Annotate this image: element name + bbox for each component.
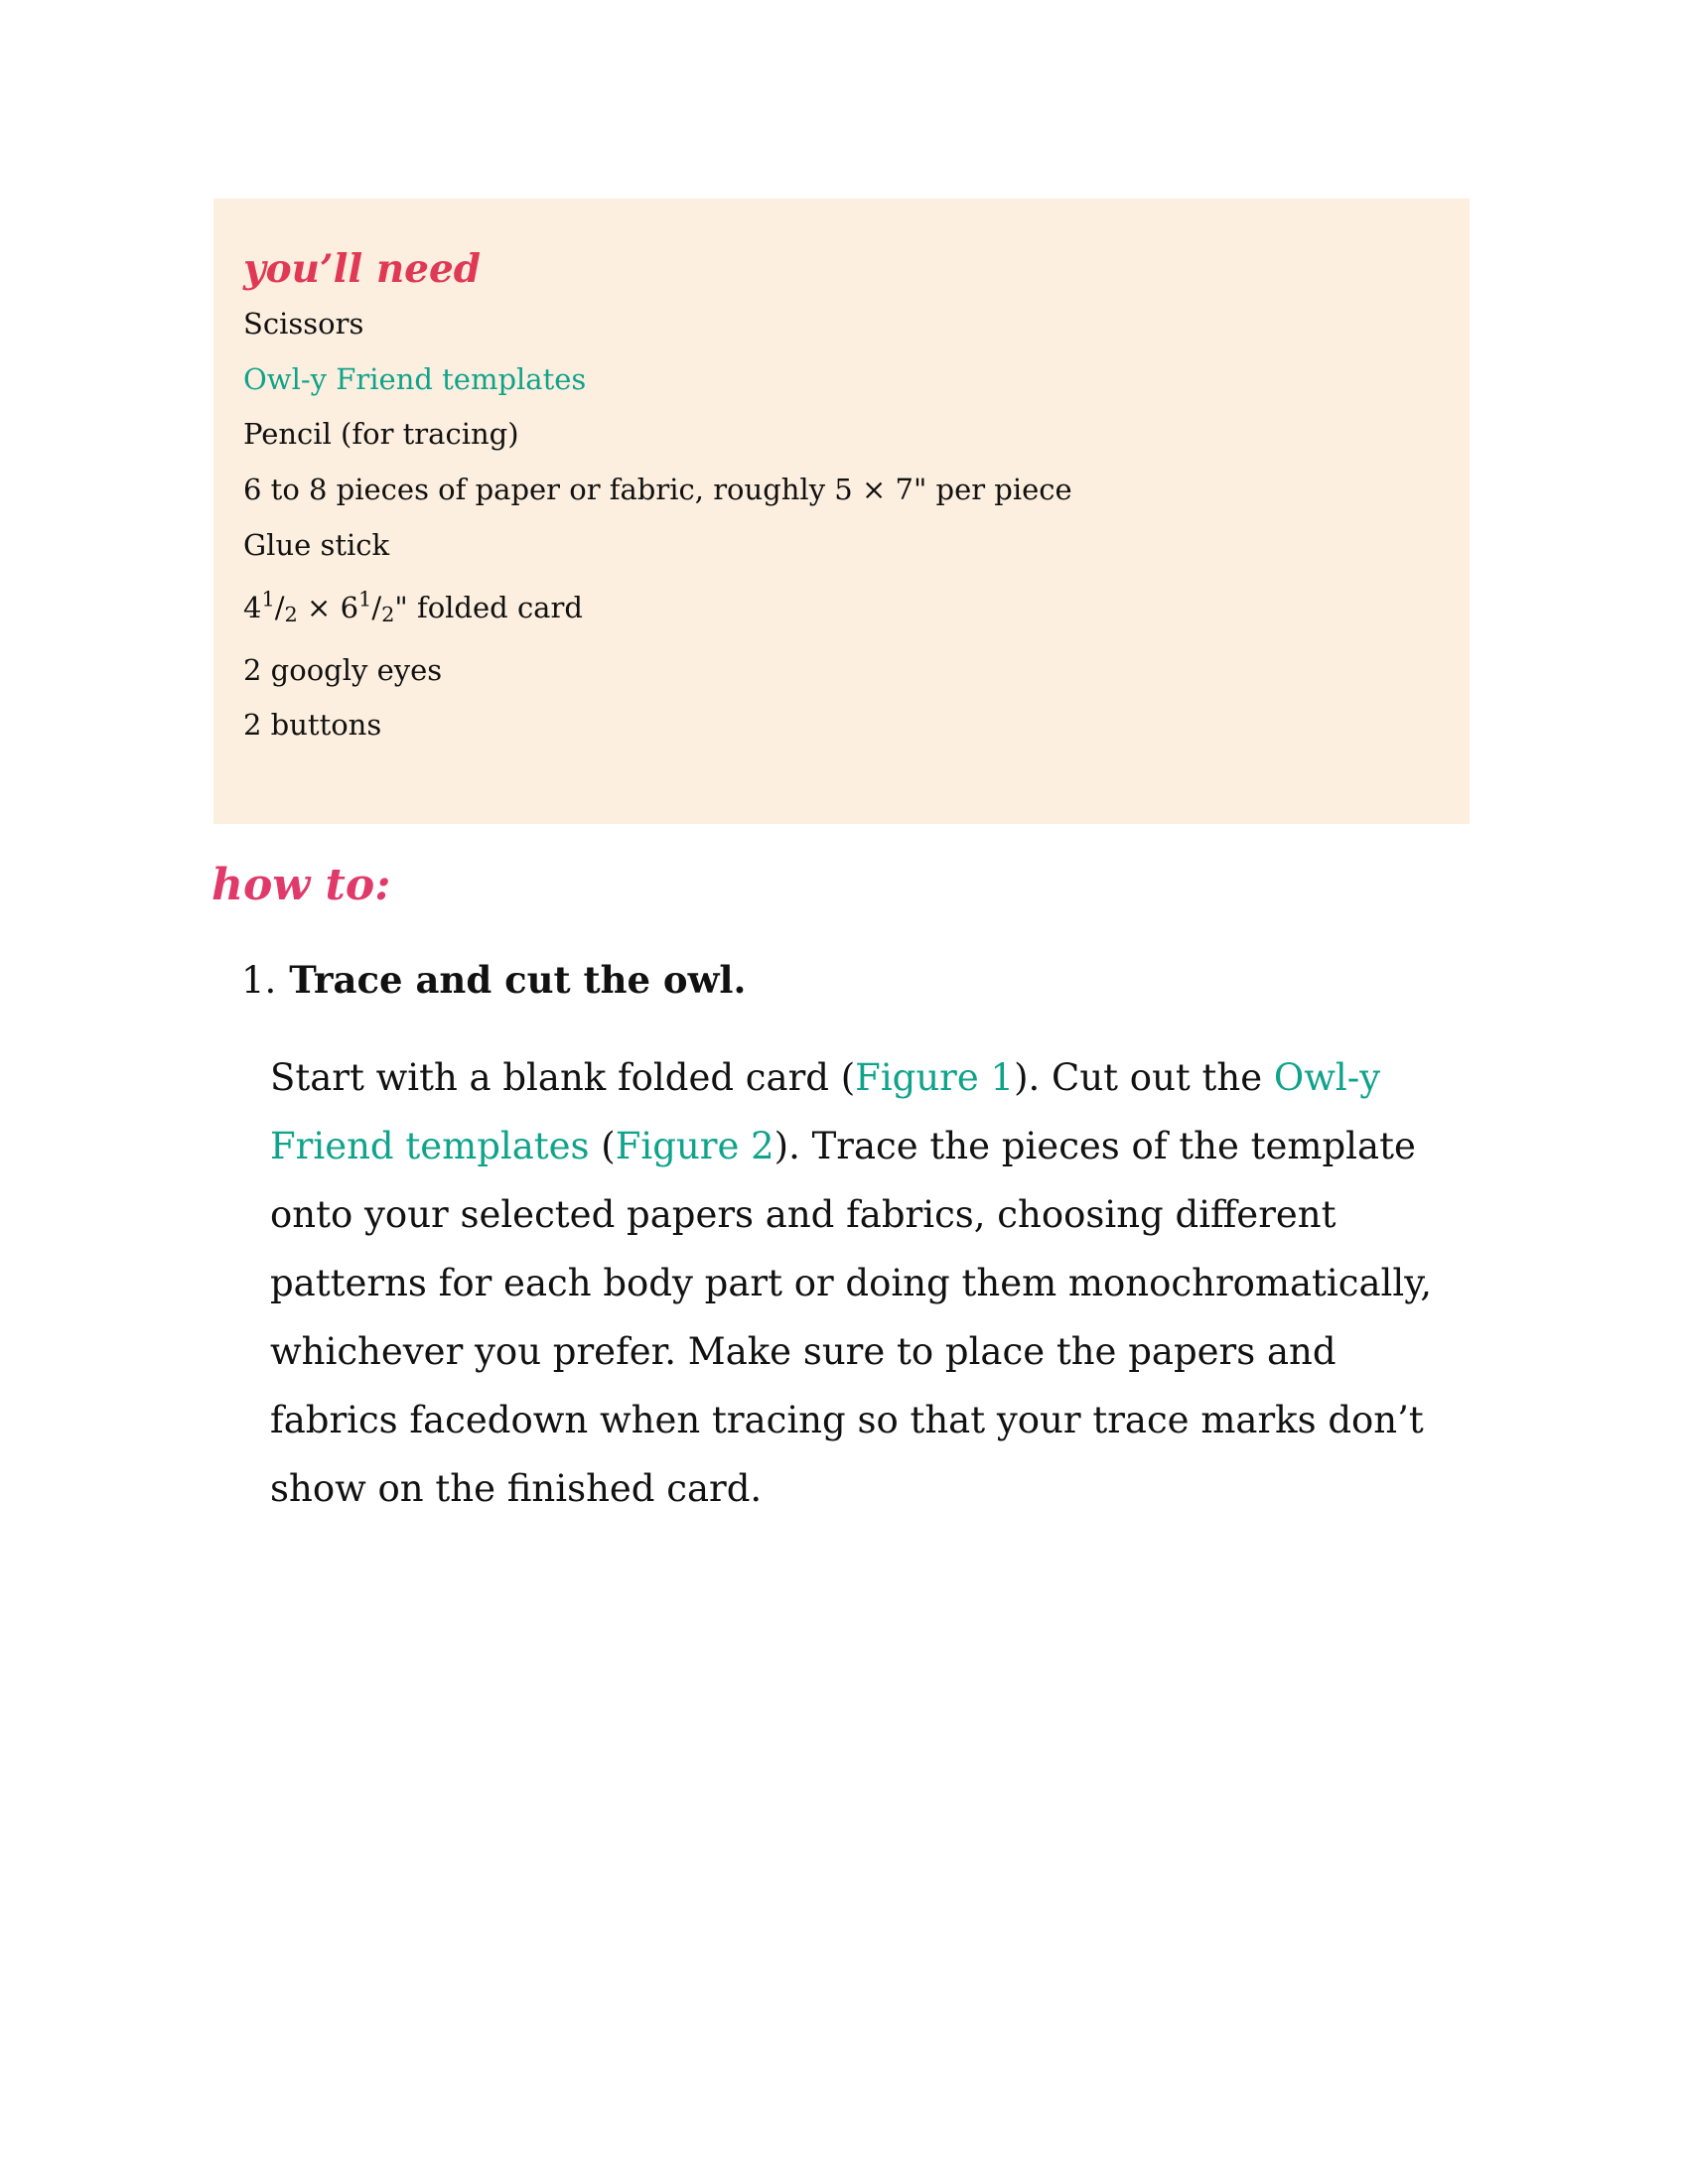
step-body-text: ). Cut out the <box>1014 1056 1274 1100</box>
step-label: Trace and cut the owl. <box>289 958 747 1002</box>
supply-item: 2 googly eyes <box>243 652 443 687</box>
supplies-heading: you’ll need <box>243 246 482 292</box>
howto-heading: how to: <box>211 860 391 910</box>
step-body-text: Start with a blank folded card ( <box>270 1056 856 1100</box>
step-body-text: ( <box>589 1125 616 1168</box>
supplies-box <box>213 199 1470 824</box>
step-body-text: ). Trace the pieces of the template onto your selected papers and fabrics, choosing different patterns for each body part or doing them monochromatically, whichever you prefer. Make sure to place the papers and fabrics facedown when tracing so that your trace marks don’t show on the finished card. <box>270 1125 1432 1511</box>
card-width-whole: 4 <box>243 590 262 624</box>
supply-item: Scissors <box>243 306 364 341</box>
supply-item: 2 buttons <box>243 708 382 743</box>
card-height-whole: 6 <box>340 590 359 624</box>
step-title <box>241 958 1473 1003</box>
card-height-fraction-denominator: 2 <box>381 602 395 626</box>
step-number: 1. <box>241 959 277 1002</box>
times-sign: × <box>307 590 332 624</box>
supply-item: 6 to 8 pieces of paper or fabric, roughly 5 × 7" per piece <box>243 473 1072 507</box>
figure-1-link[interactable]: Figure 1 <box>855 1056 1015 1100</box>
supplies-list <box>243 307 1440 743</box>
step-body <box>270 1043 1462 1523</box>
supply-item: Pencil (for tracing) <box>243 417 519 452</box>
card-size-rest: " folded card <box>394 590 583 624</box>
templates-link[interactable]: Owl-y Friend templates <box>270 1056 1381 1168</box>
card-width-fraction-numerator: 1 <box>261 587 275 612</box>
supply-item-card-size: $4^1/_2 \times 6^1/_2$" folded card <box>243 587 583 626</box>
supply-item-templates-link[interactable]: Owl-y Friend templates <box>243 361 587 396</box>
supply-item: Glue stick <box>243 527 390 562</box>
card-width-fraction-denominator: 2 <box>284 602 298 626</box>
figure-2-link[interactable]: Figure 2 <box>615 1125 774 1168</box>
card-height-fraction-numerator: 1 <box>358 587 372 612</box>
step-1 <box>241 958 1473 1523</box>
